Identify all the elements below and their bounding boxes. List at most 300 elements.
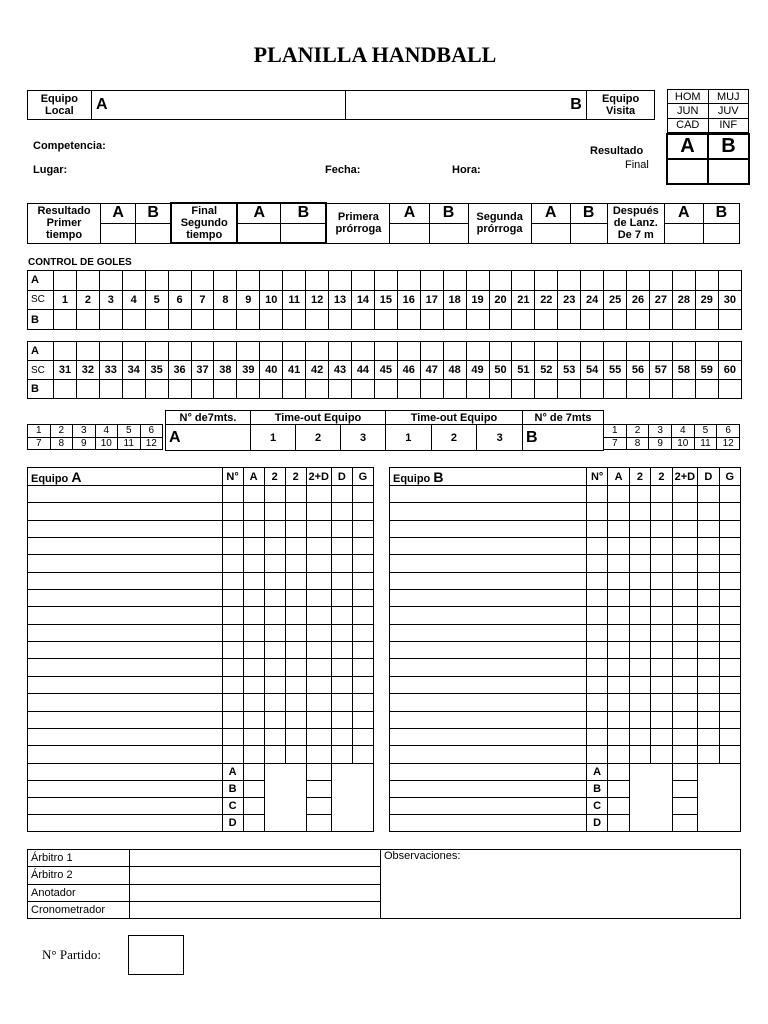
roster-a-player-cell[interactable] <box>331 694 352 711</box>
roster-b-player-name[interactable] <box>390 711 587 728</box>
roster-a-player-cell[interactable] <box>306 624 331 641</box>
roster-b-player-cell[interactable] <box>629 503 650 520</box>
roster-b-player-cell[interactable] <box>608 728 629 745</box>
roster-a-player-cell[interactable] <box>352 642 373 659</box>
roster-b-player-cell[interactable] <box>608 624 629 641</box>
roster-b-player-cell[interactable] <box>672 642 698 659</box>
roster-a-player-cell[interactable] <box>243 607 264 624</box>
right-seven-cell[interactable]: 12 <box>717 437 740 450</box>
roster-a-player-cell[interactable] <box>264 538 285 555</box>
g1-goal-cell-a[interactable] <box>351 271 374 291</box>
roster-b-player-cell[interactable] <box>651 624 672 641</box>
g2-goal-cell-b[interactable] <box>306 380 329 399</box>
roster-a-player-cell[interactable] <box>306 728 331 745</box>
roster-b-player-cell[interactable] <box>719 676 740 693</box>
roster-a-player-name[interactable] <box>28 624 223 641</box>
roster-a-player-cell[interactable] <box>222 520 243 537</box>
roster-b-player-cell[interactable] <box>629 676 650 693</box>
roster-a-player-cell[interactable] <box>285 659 306 676</box>
g1-goal-cell-b[interactable] <box>76 310 99 330</box>
roster-a-player-cell[interactable] <box>331 728 352 745</box>
roster-b-player-cell[interactable] <box>608 572 629 589</box>
roster-a-player-cell[interactable] <box>352 520 373 537</box>
n7-b-field[interactable] <box>563 425 604 451</box>
cat-inf[interactable]: INF <box>708 118 749 132</box>
roster-b-player-cell[interactable] <box>586 694 607 711</box>
roster-b-player-cell[interactable] <box>719 711 740 728</box>
roster-b-player-cell[interactable] <box>719 746 740 763</box>
g1-goal-cell-b[interactable] <box>351 310 374 330</box>
roster-b-player-name[interactable] <box>390 659 587 676</box>
roster-a-player-cell[interactable] <box>306 520 331 537</box>
timeout-a-3[interactable]: 3 <box>341 425 386 451</box>
g1-goal-cell-b[interactable] <box>672 310 695 330</box>
roster-b-player-cell[interactable] <box>698 607 719 624</box>
roster-a-player-cell[interactable] <box>264 520 285 537</box>
roster-a-player-cell[interactable] <box>264 728 285 745</box>
g2-goal-cell-a[interactable] <box>99 342 122 361</box>
g1-goal-cell-b[interactable] <box>145 310 168 330</box>
roster-b-player-cell[interactable] <box>719 486 740 503</box>
roster-b-player-cell[interactable] <box>651 642 672 659</box>
roster-b-player-cell[interactable] <box>698 590 719 607</box>
roster-a-player-name[interactable] <box>28 555 223 572</box>
roster-a-player-cell[interactable] <box>331 590 352 607</box>
cat-juv[interactable]: JUV <box>708 104 749 118</box>
official-cronometrador-field[interactable] <box>130 901 381 918</box>
g2-goal-cell-b[interactable] <box>260 380 283 399</box>
g1-goal-cell-b[interactable] <box>237 310 260 330</box>
roster-b-player-cell[interactable] <box>672 520 698 537</box>
g2-goal-cell-b[interactable] <box>374 380 397 399</box>
roster-a-player-name[interactable] <box>28 746 223 763</box>
roster-a-player-cell[interactable] <box>222 642 243 659</box>
roster-b-player-cell[interactable] <box>586 711 607 728</box>
left-seven-cell[interactable]: 5 <box>118 425 141 438</box>
g1-goal-cell-a[interactable] <box>443 271 466 291</box>
roster-a-player-name[interactable] <box>28 590 223 607</box>
roster-a-player-cell[interactable] <box>352 624 373 641</box>
timeout-b-2[interactable]: 2 <box>431 425 477 451</box>
roster-a-official-name[interactable] <box>28 763 223 780</box>
roster-a-player-cell[interactable] <box>331 624 352 641</box>
roster-a-player-cell[interactable] <box>222 572 243 589</box>
g2-goal-cell-a[interactable] <box>443 342 466 361</box>
g1-goal-cell-b[interactable] <box>54 310 77 330</box>
roster-a-player-cell[interactable] <box>264 555 285 572</box>
roster-b-player-name[interactable] <box>390 486 587 503</box>
roster-b-player-cell[interactable] <box>608 694 629 711</box>
roster-a-player-cell[interactable] <box>306 503 331 520</box>
g1-goal-cell-b[interactable] <box>260 310 283 330</box>
roster-b-official-name[interactable] <box>390 814 587 831</box>
roster-b-player-cell[interactable] <box>586 642 607 659</box>
g2-goal-cell-a[interactable] <box>54 342 77 361</box>
roster-a-player-cell[interactable] <box>243 642 264 659</box>
roster-a-official-cell[interactable] <box>306 763 331 780</box>
roster-a-player-name[interactable] <box>28 572 223 589</box>
g2-goal-cell-b[interactable] <box>718 380 741 399</box>
roster-b-player-cell[interactable] <box>586 503 607 520</box>
g1-goal-cell-a[interactable] <box>420 271 443 291</box>
g1-goal-cell-b[interactable] <box>512 310 535 330</box>
g2-goal-cell-b[interactable] <box>581 380 604 399</box>
roster-a-player-cell[interactable] <box>306 746 331 763</box>
roster-a-player-cell[interactable] <box>331 572 352 589</box>
g1-goal-cell-b[interactable] <box>191 310 214 330</box>
roster-b-player-cell[interactable] <box>608 520 629 537</box>
roster-a-player-cell[interactable] <box>243 503 264 520</box>
roster-a-player-cell[interactable] <box>352 728 373 745</box>
roster-b-player-cell[interactable] <box>608 538 629 555</box>
g2-goal-cell-b[interactable] <box>420 380 443 399</box>
g2-goal-cell-a[interactable] <box>535 342 558 361</box>
roster-a-player-cell[interactable] <box>243 520 264 537</box>
period-2-b-score[interactable] <box>281 223 327 243</box>
roster-b-player-cell[interactable] <box>651 746 672 763</box>
roster-a-player-cell[interactable] <box>306 642 331 659</box>
roster-a-player-cell[interactable] <box>331 607 352 624</box>
roster-b-official-cell[interactable] <box>672 797 698 814</box>
g2-goal-cell-a[interactable] <box>145 342 168 361</box>
g2-goal-cell-a[interactable] <box>76 342 99 361</box>
roster-b-player-name[interactable] <box>390 572 587 589</box>
roster-a-player-name[interactable] <box>28 659 223 676</box>
roster-a-official-cell[interactable] <box>243 814 264 831</box>
roster-a-player-cell[interactable] <box>285 676 306 693</box>
roster-b-player-name[interactable] <box>390 590 587 607</box>
roster-a-player-cell[interactable] <box>222 676 243 693</box>
roster-a-player-cell[interactable] <box>264 642 285 659</box>
roster-b-player-cell[interactable] <box>586 624 607 641</box>
g1-goal-cell-b[interactable] <box>420 310 443 330</box>
period-3-b-score[interactable] <box>429 223 468 243</box>
roster-b-official-name[interactable] <box>390 763 587 780</box>
roster-b-player-cell[interactable] <box>629 694 650 711</box>
roster-a-player-cell[interactable] <box>264 572 285 589</box>
roster-a-player-cell[interactable] <box>306 572 331 589</box>
roster-b-player-cell[interactable] <box>672 572 698 589</box>
roster-b-player-cell[interactable] <box>651 711 672 728</box>
period-3-a-score[interactable] <box>390 223 429 243</box>
g2-goal-cell-b[interactable] <box>168 380 191 399</box>
roster-b-official-name[interactable] <box>390 797 587 814</box>
roster-b-player-cell[interactable] <box>672 728 698 745</box>
official-anotador-field[interactable] <box>130 884 381 901</box>
roster-a-player-cell[interactable] <box>352 486 373 503</box>
g2-goal-cell-a[interactable] <box>168 342 191 361</box>
roster-a-player-cell[interactable] <box>285 590 306 607</box>
g2-goal-cell-b[interactable] <box>535 380 558 399</box>
roster-a-player-cell[interactable] <box>264 746 285 763</box>
g1-goal-cell-b[interactable] <box>466 310 489 330</box>
right-seven-cell[interactable]: 5 <box>694 425 717 438</box>
roster-b-player-cell[interactable] <box>698 572 719 589</box>
g2-goal-cell-a[interactable] <box>695 342 718 361</box>
roster-b-player-cell[interactable] <box>719 694 740 711</box>
roster-b-player-cell[interactable] <box>586 676 607 693</box>
g2-goal-cell-a[interactable] <box>237 342 260 361</box>
roster-a-player-cell[interactable] <box>264 694 285 711</box>
roster-b-player-cell[interactable] <box>672 676 698 693</box>
roster-a-player-cell[interactable] <box>222 486 243 503</box>
g2-goal-cell-a[interactable] <box>351 342 374 361</box>
left-seven-cell[interactable]: 8 <box>50 437 73 450</box>
roster-b-official-cell[interactable] <box>672 763 698 780</box>
roster-a-player-cell[interactable] <box>264 486 285 503</box>
roster-a-player-cell[interactable] <box>352 555 373 572</box>
roster-b-player-cell[interactable] <box>586 607 607 624</box>
left-seven-cell[interactable]: 4 <box>95 425 118 438</box>
roster-a-player-cell[interactable] <box>331 555 352 572</box>
g2-goal-cell-b[interactable] <box>604 380 627 399</box>
timeout-a-2[interactable]: 2 <box>296 425 341 451</box>
roster-b-player-cell[interactable] <box>698 538 719 555</box>
roster-b-player-cell[interactable] <box>698 503 719 520</box>
g1-goal-cell-b[interactable] <box>99 310 122 330</box>
roster-b-player-name[interactable] <box>390 624 587 641</box>
roster-a-player-cell[interactable] <box>285 503 306 520</box>
roster-b-player-cell[interactable] <box>629 728 650 745</box>
roster-a-official-cell[interactable] <box>243 797 264 814</box>
roster-b-player-cell[interactable] <box>698 486 719 503</box>
roster-b-player-cell[interactable] <box>586 520 607 537</box>
roster-a-player-name[interactable] <box>28 486 223 503</box>
roster-b-player-cell[interactable] <box>672 746 698 763</box>
g1-goal-cell-a[interactable] <box>54 271 77 291</box>
roster-b-player-cell[interactable] <box>651 694 672 711</box>
g1-goal-cell-a[interactable] <box>168 271 191 291</box>
roster-b-player-cell[interactable] <box>586 555 607 572</box>
roster-a-official-name[interactable] <box>28 797 223 814</box>
g1-goal-cell-a[interactable] <box>145 271 168 291</box>
cat-jun[interactable]: JUN <box>668 104 709 118</box>
roster-b-player-cell[interactable] <box>651 659 672 676</box>
g2-goal-cell-b[interactable] <box>237 380 260 399</box>
g1-goal-cell-a[interactable] <box>535 271 558 291</box>
roster-a-player-cell[interactable] <box>352 590 373 607</box>
roster-a-player-cell[interactable] <box>243 486 264 503</box>
official-arbitro1-field[interactable] <box>130 850 381 867</box>
right-seven-cell[interactable]: 1 <box>604 425 627 438</box>
right-seven-cell[interactable]: 3 <box>649 425 672 438</box>
roster-a-player-cell[interactable] <box>285 624 306 641</box>
roster-a-player-cell[interactable] <box>306 659 331 676</box>
g1-goal-cell-b[interactable] <box>443 310 466 330</box>
roster-a-player-cell[interactable] <box>331 711 352 728</box>
cat-hom[interactable]: HOM <box>668 90 709 104</box>
g1-goal-cell-a[interactable] <box>466 271 489 291</box>
roster-b-player-cell[interactable] <box>719 642 740 659</box>
roster-b-player-cell[interactable] <box>586 572 607 589</box>
g2-goal-cell-b[interactable] <box>627 380 650 399</box>
roster-a-player-cell[interactable] <box>285 607 306 624</box>
roster-a-player-cell[interactable] <box>243 555 264 572</box>
g1-goal-cell-b[interactable] <box>214 310 237 330</box>
g1-goal-cell-a[interactable] <box>627 271 650 291</box>
g2-goal-cell-a[interactable] <box>329 342 352 361</box>
timeout-b-3[interactable]: 3 <box>477 425 523 451</box>
roster-b-official-cell[interactable] <box>608 797 629 814</box>
g2-goal-cell-a[interactable] <box>397 342 420 361</box>
roster-a-player-cell[interactable] <box>352 538 373 555</box>
g1-goal-cell-a[interactable] <box>99 271 122 291</box>
left-seven-cell[interactable]: 7 <box>28 437 51 450</box>
roster-b-player-cell[interactable] <box>629 642 650 659</box>
roster-b-player-cell[interactable] <box>672 486 698 503</box>
roster-b-player-cell[interactable] <box>629 590 650 607</box>
left-seven-cell[interactable]: 3 <box>73 425 96 438</box>
roster-b-player-cell[interactable] <box>608 642 629 659</box>
roster-b-official-cell[interactable] <box>672 780 698 797</box>
period-4-a-score[interactable] <box>531 223 570 243</box>
roster-a-player-cell[interactable] <box>331 486 352 503</box>
roster-a-official-cell[interactable] <box>306 780 331 797</box>
roster-a-player-cell[interactable] <box>352 711 373 728</box>
g2-goal-cell-b[interactable] <box>191 380 214 399</box>
roster-a-player-cell[interactable] <box>306 486 331 503</box>
roster-b-player-cell[interactable] <box>629 572 650 589</box>
roster-b-player-cell[interactable] <box>719 728 740 745</box>
roster-a-player-cell[interactable] <box>285 728 306 745</box>
roster-b-player-cell[interactable] <box>629 711 650 728</box>
roster-b-player-name[interactable] <box>390 607 587 624</box>
g1-goal-cell-b[interactable] <box>329 310 352 330</box>
g1-goal-cell-a[interactable] <box>695 271 718 291</box>
roster-a-official-name[interactable] <box>28 780 223 797</box>
g1-goal-cell-b[interactable] <box>122 310 145 330</box>
g2-goal-cell-b[interactable] <box>99 380 122 399</box>
roster-b-player-cell[interactable] <box>586 486 607 503</box>
roster-b-player-cell[interactable] <box>698 624 719 641</box>
g2-goal-cell-b[interactable] <box>54 380 77 399</box>
g1-goal-cell-b[interactable] <box>558 310 581 330</box>
roster-a-player-cell[interactable] <box>331 538 352 555</box>
g1-goal-cell-a[interactable] <box>397 271 420 291</box>
right-seven-cell[interactable]: 2 <box>626 425 649 438</box>
roster-b-player-cell[interactable] <box>672 711 698 728</box>
observaciones-box[interactable] <box>381 850 741 919</box>
left-seven-cell[interactable]: 10 <box>95 437 118 450</box>
roster-b-player-cell[interactable] <box>672 503 698 520</box>
roster-a-player-cell[interactable] <box>306 676 331 693</box>
g2-goal-cell-a[interactable] <box>374 342 397 361</box>
cat-cad[interactable]: CAD <box>668 118 709 132</box>
roster-b-player-name[interactable] <box>390 746 587 763</box>
roster-b-player-cell[interactable] <box>651 590 672 607</box>
roster-b-player-cell[interactable] <box>698 520 719 537</box>
roster-a-player-cell[interactable] <box>306 694 331 711</box>
left-seven-cell[interactable]: 11 <box>118 437 141 450</box>
g2-goal-cell-b[interactable] <box>76 380 99 399</box>
roster-a-player-cell[interactable] <box>222 728 243 745</box>
g2-goal-cell-b[interactable] <box>558 380 581 399</box>
roster-b-player-cell[interactable] <box>651 503 672 520</box>
roster-b-player-cell[interactable] <box>672 659 698 676</box>
roster-a-player-cell[interactable] <box>243 728 264 745</box>
roster-a-player-name[interactable] <box>28 728 223 745</box>
roster-b-player-cell[interactable] <box>608 746 629 763</box>
roster-a-player-cell[interactable] <box>285 555 306 572</box>
left-seven-cell[interactable]: 2 <box>50 425 73 438</box>
roster-a-player-cell[interactable] <box>306 711 331 728</box>
g1-goal-cell-a[interactable] <box>237 271 260 291</box>
g2-goal-cell-a[interactable] <box>214 342 237 361</box>
roster-b-official-cell[interactable] <box>672 814 698 831</box>
g2-goal-cell-b[interactable] <box>122 380 145 399</box>
roster-a-player-cell[interactable] <box>222 746 243 763</box>
roster-a-player-cell[interactable] <box>222 538 243 555</box>
g2-goal-cell-b[interactable] <box>489 380 512 399</box>
g2-goal-cell-a[interactable] <box>420 342 443 361</box>
period-5-b-score[interactable] <box>703 223 739 243</box>
roster-b-player-cell[interactable] <box>608 555 629 572</box>
roster-b-player-cell[interactable] <box>608 486 629 503</box>
g2-goal-cell-a[interactable] <box>512 342 535 361</box>
official-arbitro2-field[interactable] <box>130 867 381 884</box>
g1-goal-cell-b[interactable] <box>581 310 604 330</box>
g2-goal-cell-a[interactable] <box>306 342 329 361</box>
roster-b-player-cell[interactable] <box>719 659 740 676</box>
g1-goal-cell-a[interactable] <box>581 271 604 291</box>
period-1-a-score[interactable] <box>101 223 136 243</box>
roster-a-player-cell[interactable] <box>222 607 243 624</box>
roster-a-player-cell[interactable] <box>243 590 264 607</box>
timeout-b-1[interactable]: 1 <box>386 425 432 451</box>
g1-goal-cell-b[interactable] <box>397 310 420 330</box>
timeout-a-1[interactable]: 1 <box>251 425 296 451</box>
roster-b-player-cell[interactable] <box>651 728 672 745</box>
roster-b-player-name[interactable] <box>390 642 587 659</box>
roster-a-official-cell[interactable] <box>243 780 264 797</box>
roster-a-official-cell[interactable] <box>243 763 264 780</box>
roster-b-official-cell[interactable] <box>608 780 629 797</box>
roster-a-player-cell[interactable] <box>306 555 331 572</box>
g1-goal-cell-a[interactable] <box>260 271 283 291</box>
g1-goal-cell-b[interactable] <box>283 310 306 330</box>
roster-b-player-cell[interactable] <box>651 676 672 693</box>
visit-name-field[interactable] <box>345 91 566 120</box>
roster-a-player-cell[interactable] <box>222 624 243 641</box>
g2-goal-cell-b[interactable] <box>329 380 352 399</box>
roster-a-player-cell[interactable] <box>285 711 306 728</box>
right-seven-cell[interactable]: 9 <box>649 437 672 450</box>
roster-a-player-cell[interactable] <box>306 590 331 607</box>
roster-b-player-cell[interactable] <box>608 711 629 728</box>
roster-a-player-cell[interactable] <box>264 503 285 520</box>
roster-b-player-cell[interactable] <box>698 659 719 676</box>
g1-goal-cell-b[interactable] <box>535 310 558 330</box>
roster-a-player-cell[interactable] <box>331 642 352 659</box>
roster-b-player-cell[interactable] <box>651 520 672 537</box>
period-4-b-score[interactable] <box>570 223 607 243</box>
g1-goal-cell-b[interactable] <box>489 310 512 330</box>
roster-b-player-cell[interactable] <box>698 694 719 711</box>
roster-a-player-cell[interactable] <box>285 538 306 555</box>
roster-b-player-cell[interactable] <box>698 728 719 745</box>
roster-b-player-cell[interactable] <box>672 607 698 624</box>
roster-a-player-cell[interactable] <box>264 676 285 693</box>
g2-goal-cell-b[interactable] <box>649 380 672 399</box>
roster-b-player-cell[interactable] <box>698 711 719 728</box>
g1-goal-cell-b[interactable] <box>306 310 329 330</box>
roster-b-player-cell[interactable] <box>629 607 650 624</box>
roster-b-player-cell[interactable] <box>719 555 740 572</box>
roster-b-player-name[interactable] <box>390 555 587 572</box>
roster-b-player-cell[interactable] <box>586 728 607 745</box>
roster-b-player-cell[interactable] <box>629 746 650 763</box>
g2-goal-cell-b[interactable] <box>443 380 466 399</box>
